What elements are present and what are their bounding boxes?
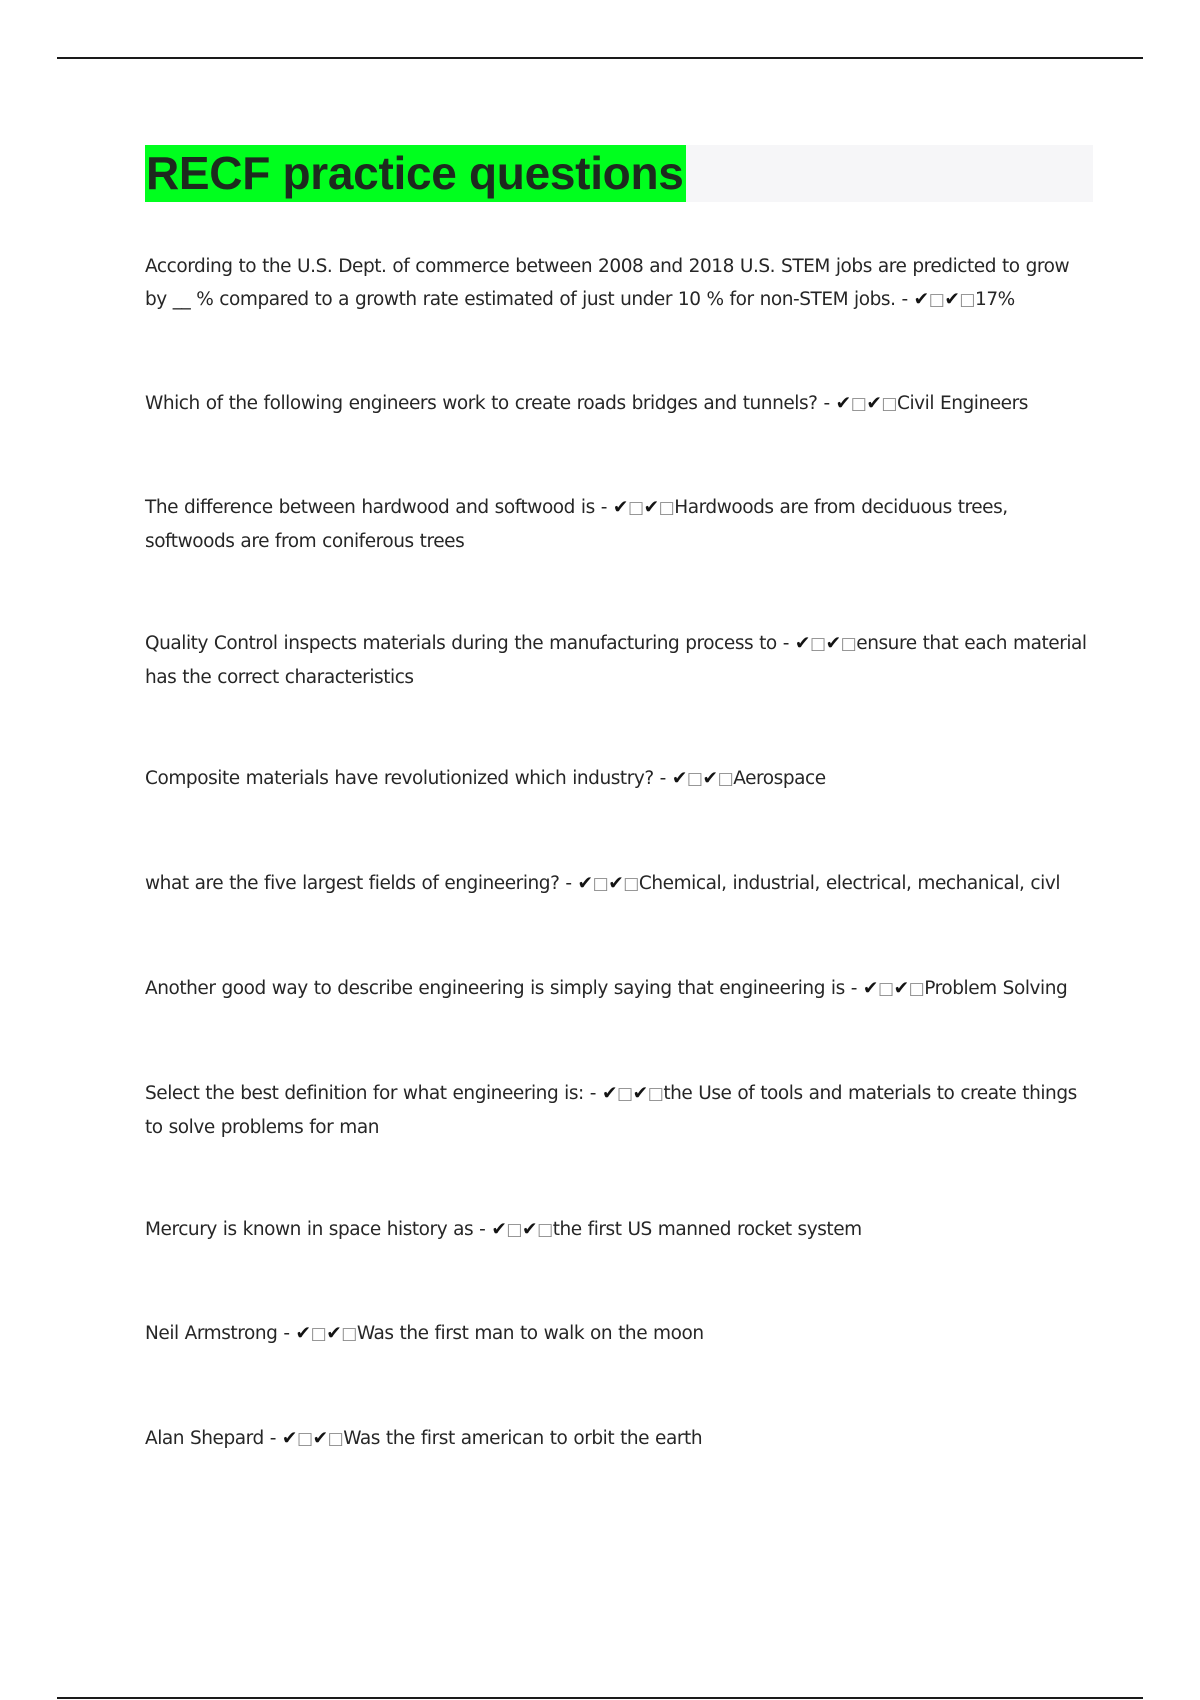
qa-item-4 [145, 627, 1093, 694]
answer-text: Was the first american to orbit the earth [343, 1428, 703, 1449]
separator: - [653, 768, 672, 789]
answer-text: Aerospace [733, 768, 826, 789]
check-icon: ✔ [794, 633, 810, 654]
check-icon: ✔ [893, 978, 909, 999]
box-icon: □ [928, 290, 945, 310]
box-icon: □ [327, 1429, 344, 1449]
box-icon: □ [647, 1084, 664, 1104]
qa-item-8 [145, 1077, 1093, 1144]
separator: - [844, 978, 863, 999]
box-icon: □ [617, 1084, 633, 1104]
box-icon: □ [881, 394, 898, 414]
qa-item-7 [145, 972, 1093, 1006]
box-icon: □ [877, 979, 894, 999]
question-text: Composite materials have revolutionized which industry? [145, 768, 654, 789]
qa-item-6 [145, 867, 1093, 901]
qa-item-3 [145, 491, 1093, 558]
question-text: what are the five largest fields of engineering? [145, 873, 560, 894]
check-icon: ✔ [326, 1323, 342, 1344]
check-icon: ✔ [835, 393, 851, 414]
box-icon: □ [809, 634, 826, 654]
question-text: Neil Armstrong [145, 1323, 278, 1344]
check-icon: ✔ [608, 873, 624, 894]
box-icon: □ [840, 634, 857, 654]
check-icon: ✔ [632, 1083, 648, 1104]
qa-item-2 [145, 387, 1093, 421]
box-icon: □ [959, 290, 975, 310]
check-icon: ✔ [643, 497, 659, 518]
qa-item-10 [145, 1317, 1093, 1351]
check-icon: ✔ [913, 289, 929, 310]
qa-item-1 [145, 250, 1093, 317]
answer-text: ensure that each material has the correct characteristics [145, 633, 1087, 688]
question-text: Alan Shepard [145, 1428, 264, 1449]
box-icon: □ [658, 498, 675, 518]
box-icon: □ [686, 769, 703, 789]
answer-text: the Use of tools and materials to create things to solve problems for man [145, 1083, 1077, 1138]
question-text: Which of the following engineers work to create roads bridges and tunnels? [145, 393, 818, 414]
qa-item-5 [145, 762, 1093, 796]
question-text: The difference between hardwood and softwood is [145, 497, 595, 518]
question-text: According to the U.S. Dept. of commerce between 2008 and 2018 U.S. STEM jobs are predicted to grow by __ % compared to a growth rate estimated of just under 10 % for non-STEM jobs. [145, 256, 1070, 310]
check-icon: ✔ [671, 768, 687, 789]
separator: - [559, 873, 578, 894]
check-icon: ✔ [281, 1428, 297, 1449]
check-icon: ✔ [295, 1323, 311, 1344]
box-icon: □ [537, 1220, 553, 1240]
answer-text: 17% [975, 289, 1015, 310]
page-title: RECF practice questions [145, 145, 686, 202]
check-icon: ✔ [866, 393, 882, 414]
separator: - [817, 393, 836, 414]
answer-text: the first US manned rocket system [552, 1219, 862, 1240]
check-icon: ✔ [702, 768, 718, 789]
box-icon: □ [310, 1324, 327, 1344]
answer-text: Chemical, industrial, electrical, mechanical, civl [638, 873, 1061, 894]
answer-text: Problem Solving [924, 978, 1068, 999]
separator: - [776, 633, 795, 654]
qa-item-11 [145, 1422, 1093, 1456]
separator: - [895, 289, 914, 310]
check-icon: ✔ [612, 497, 628, 518]
separator: - [594, 497, 613, 518]
separator: - [263, 1428, 282, 1449]
answer-text: Was the first man to walk on the moon [356, 1323, 704, 1344]
check-icon: ✔ [825, 633, 841, 654]
check-icon: ✔ [312, 1428, 328, 1449]
box-icon: □ [296, 1429, 313, 1449]
answer-text: Civil Engineers [897, 393, 1028, 414]
box-icon: □ [627, 498, 644, 518]
answer-text: Hardwoods are from deciduous trees, softwoods are from coniferous trees [145, 497, 1008, 552]
box-icon: □ [908, 979, 925, 999]
check-icon: ✔ [491, 1219, 507, 1240]
header-rule [57, 57, 1143, 59]
check-icon: ✔ [944, 289, 960, 310]
check-icon: ✔ [577, 873, 593, 894]
box-icon: □ [341, 1324, 357, 1344]
question-text: Another good way to describe engineering is simply saying that engineering is [145, 978, 845, 999]
question-text: Select the best definition for what engineering is: [145, 1083, 584, 1104]
box-icon: □ [506, 1220, 522, 1240]
check-icon: ✔ [522, 1219, 538, 1240]
separator: - [473, 1219, 492, 1240]
separator: - [583, 1083, 602, 1104]
check-icon: ✔ [601, 1083, 617, 1104]
question-text: Mercury is known in space history as [145, 1219, 474, 1240]
box-icon: □ [717, 769, 734, 789]
question-text: Quality Control inspects materials during the manufacturing process to [145, 633, 777, 654]
separator: - [277, 1323, 296, 1344]
footer-rule [57, 1697, 1143, 1699]
qa-item-9 [145, 1213, 1093, 1247]
check-icon: ✔ [862, 978, 878, 999]
box-icon: □ [592, 874, 609, 894]
box-icon: □ [850, 394, 867, 414]
box-icon: □ [623, 874, 639, 894]
